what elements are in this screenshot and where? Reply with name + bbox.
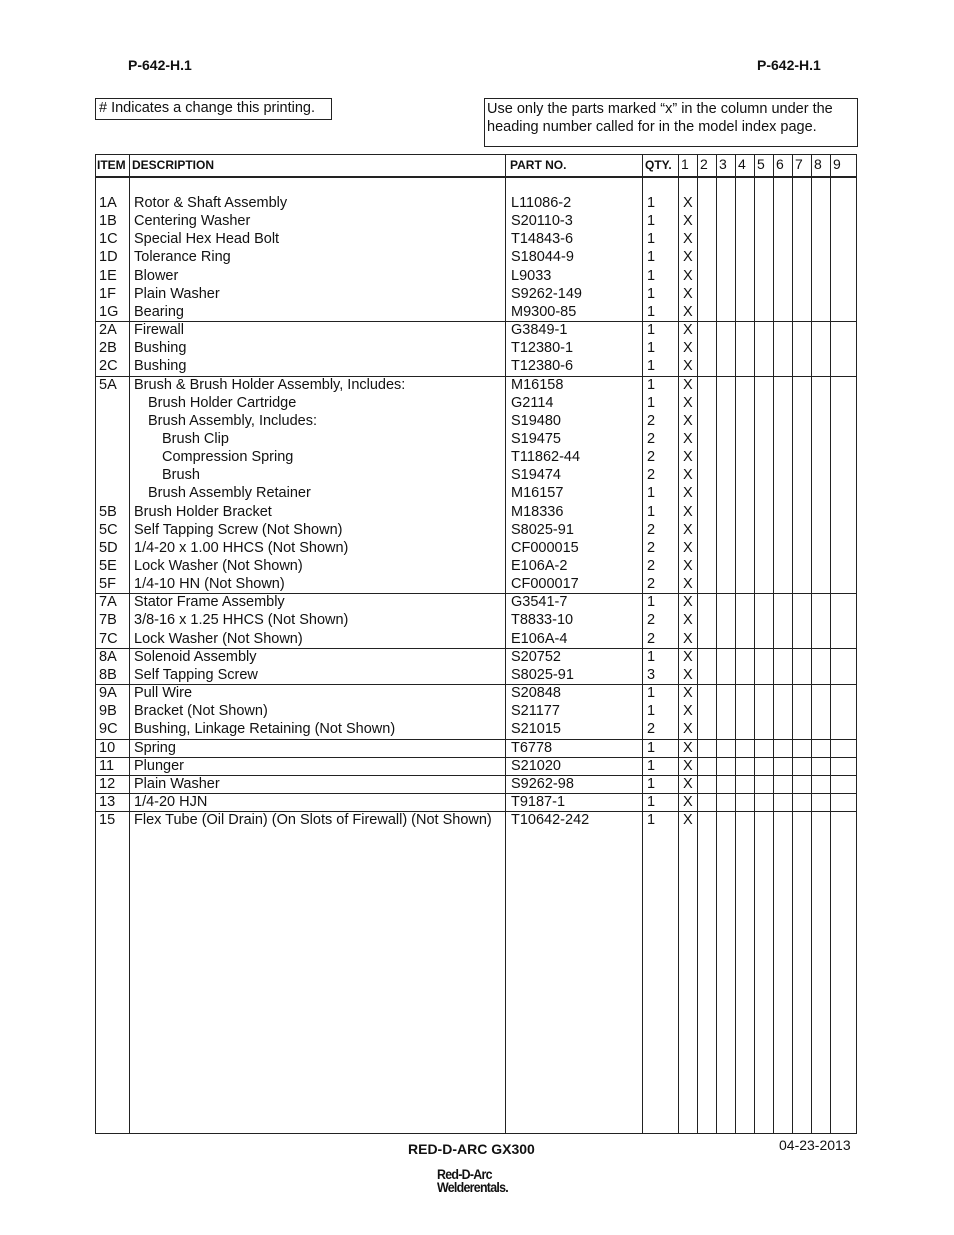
part-number: S19475 bbox=[511, 430, 561, 447]
model-1-mark: X bbox=[683, 376, 693, 393]
logo-line-1: Red-D-Arc bbox=[437, 1167, 492, 1182]
revision-date: 04-23-2013 bbox=[779, 1137, 851, 1153]
part-number: T6778 bbox=[511, 739, 553, 756]
header-model-7: 7 bbox=[795, 156, 803, 172]
table-row bbox=[96, 539, 856, 557]
page-code-right: P-642-H.1 bbox=[757, 57, 821, 73]
model-1-mark: X bbox=[683, 358, 693, 375]
table-row bbox=[96, 557, 856, 575]
part-number: S20752 bbox=[511, 648, 561, 665]
quantity: 1 bbox=[647, 739, 656, 756]
table-row bbox=[96, 248, 856, 266]
part-number: S9262-149 bbox=[511, 285, 582, 302]
table-header bbox=[96, 155, 856, 178]
table-row bbox=[96, 448, 856, 466]
model-1-mark: X bbox=[683, 303, 693, 320]
item-description: Brush & Brush Holder Assembly, Includes: bbox=[134, 376, 406, 393]
quantity: 1 bbox=[647, 249, 656, 266]
part-number: L9033 bbox=[511, 267, 552, 284]
item-description: Blower bbox=[134, 267, 179, 284]
model-1-mark: X bbox=[683, 322, 693, 339]
change-note: # Indicates a change this printing. bbox=[95, 98, 332, 120]
model-1-mark: X bbox=[683, 340, 693, 357]
model-1-mark: X bbox=[683, 630, 693, 647]
quantity: 2 bbox=[647, 412, 656, 429]
item-description: Firewall bbox=[134, 322, 184, 339]
model-1-mark: X bbox=[683, 558, 693, 574]
quantity: 1 bbox=[647, 376, 656, 393]
item-description: Spring bbox=[134, 739, 176, 756]
quantity: 1 bbox=[647, 812, 656, 829]
item-description: Rotor & Shaft Assembly bbox=[134, 195, 288, 211]
model-1-mark: X bbox=[683, 449, 693, 466]
quantity: 1 bbox=[647, 267, 656, 284]
item-number: 10 bbox=[99, 739, 116, 756]
model-title: RED-D-ARC GX300 bbox=[408, 1141, 535, 1157]
model-1-mark: X bbox=[683, 467, 693, 484]
item-number: 5E bbox=[99, 558, 117, 574]
header-description: DESCRIPTION bbox=[132, 158, 215, 172]
item-number: 1B bbox=[99, 213, 117, 230]
part-number: S19480 bbox=[511, 412, 561, 429]
item-number: 13 bbox=[99, 793, 116, 810]
quantity: 1 bbox=[647, 394, 656, 411]
part-number: T9187-1 bbox=[511, 793, 566, 810]
model-1-mark: X bbox=[683, 757, 693, 774]
item-description: Compression Spring bbox=[162, 449, 294, 466]
table-row bbox=[96, 194, 856, 212]
model-1-mark: X bbox=[683, 594, 693, 611]
item-number: 8B bbox=[99, 666, 117, 683]
model-1-mark: X bbox=[683, 666, 693, 683]
item-number: 9A bbox=[99, 685, 117, 702]
table-row bbox=[96, 230, 856, 248]
item-description: Stator Frame Assembly bbox=[134, 594, 285, 611]
parts-table bbox=[95, 154, 857, 1134]
table-row bbox=[96, 593, 856, 611]
item-description: Self Tapping Screw (Not Shown) bbox=[134, 521, 343, 538]
table-row bbox=[96, 630, 856, 649]
table-row bbox=[96, 484, 856, 502]
item-description: Flex Tube (Oil Drain) (On Slots of Firewall) (Not Shown) bbox=[134, 812, 492, 829]
item-number: 5A bbox=[99, 376, 117, 393]
item-number: 2A bbox=[99, 322, 117, 339]
header-part-no: PART NO. bbox=[510, 158, 567, 172]
quantity: 1 bbox=[647, 231, 656, 248]
table-row bbox=[96, 376, 856, 394]
part-number: T10642-242 bbox=[511, 812, 590, 829]
table-row bbox=[96, 793, 856, 812]
table-row bbox=[96, 757, 856, 776]
item-description: 1/4-20 HJN bbox=[134, 793, 208, 810]
table-row bbox=[96, 321, 856, 339]
model-1-mark: X bbox=[683, 195, 693, 211]
model-1-mark: X bbox=[683, 394, 693, 411]
item-number: 9C bbox=[99, 721, 118, 738]
model-1-mark: X bbox=[683, 267, 693, 284]
table-row bbox=[96, 648, 856, 666]
quantity: 1 bbox=[647, 594, 656, 611]
table-row bbox=[96, 775, 856, 794]
item-number: 5C bbox=[99, 521, 118, 538]
part-number: T11862-44 bbox=[511, 449, 581, 466]
table-row bbox=[96, 357, 856, 376]
item-number: 7C bbox=[99, 630, 118, 647]
model-1-mark: X bbox=[683, 793, 693, 810]
item-number: 1G bbox=[99, 303, 119, 320]
model-1-mark: X bbox=[683, 539, 693, 556]
header-model-9: 9 bbox=[833, 156, 841, 172]
item-number: 15 bbox=[99, 812, 116, 829]
quantity: 2 bbox=[647, 721, 656, 738]
table-row bbox=[96, 466, 856, 484]
quantity: 2 bbox=[647, 521, 656, 538]
item-number: 7B bbox=[99, 612, 117, 629]
table-row bbox=[96, 212, 856, 230]
item-description: Plain Washer bbox=[134, 285, 220, 302]
part-number: S20848 bbox=[511, 685, 561, 702]
table-row bbox=[96, 430, 856, 448]
quantity: 2 bbox=[647, 449, 656, 466]
quantity: 1 bbox=[647, 685, 656, 702]
item-description: Brush Holder Cartridge bbox=[148, 394, 297, 411]
quantity: 1 bbox=[647, 285, 656, 302]
item-description: 1/4-20 x 1.00 HHCS (Not Shown) bbox=[134, 539, 349, 556]
item-description: Brush Clip bbox=[162, 430, 229, 447]
item-description: Bushing bbox=[134, 340, 187, 357]
item-description: Solenoid Assembly bbox=[134, 648, 257, 665]
item-description: Self Tapping Screw bbox=[134, 666, 258, 683]
model-1-mark: X bbox=[683, 648, 693, 665]
part-number: S18044-9 bbox=[511, 249, 574, 266]
model-1-mark: X bbox=[683, 576, 693, 593]
quantity: 2 bbox=[647, 539, 656, 556]
part-number: E106A-4 bbox=[511, 630, 568, 647]
red-d-arc-logo bbox=[437, 1168, 527, 1194]
part-number: S9262-98 bbox=[511, 775, 574, 792]
usage-note: Use only the parts marked “x” in the column under the heading number called for in the model index page. bbox=[484, 98, 858, 147]
item-number: 8A bbox=[99, 648, 117, 665]
part-number: M16158 bbox=[511, 376, 564, 393]
quantity: 2 bbox=[647, 430, 656, 447]
part-number: T14843-6 bbox=[511, 231, 574, 248]
item-description: Brush Holder Bracket bbox=[134, 503, 272, 520]
quantity: 1 bbox=[647, 322, 656, 339]
part-number: CF000015 bbox=[511, 539, 579, 556]
item-number: 12 bbox=[99, 775, 116, 792]
header-qty: QTY. bbox=[645, 158, 672, 172]
part-number: S21020 bbox=[511, 757, 561, 774]
part-number: M9300-85 bbox=[511, 303, 577, 320]
quantity: 2 bbox=[647, 467, 656, 484]
table-row bbox=[96, 702, 856, 720]
item-description: Centering Washer bbox=[134, 213, 251, 230]
table-row bbox=[96, 285, 856, 303]
item-number: 2C bbox=[99, 358, 118, 375]
item-description: Bushing, Linkage Retaining (Not Shown) bbox=[134, 721, 396, 738]
part-number: G3849-1 bbox=[511, 322, 568, 339]
part-number: S20110-3 bbox=[511, 213, 573, 230]
item-number: 1F bbox=[99, 285, 116, 302]
part-number: S8025-91 bbox=[511, 521, 574, 538]
header-model-6: 6 bbox=[776, 156, 784, 172]
item-description: Special Hex Head Bolt bbox=[134, 231, 280, 248]
part-number: L11086-2 bbox=[511, 195, 572, 211]
item-description: 1/4-10 HN (Not Shown) bbox=[134, 576, 285, 593]
model-1-mark: X bbox=[683, 812, 693, 829]
header-model-5: 5 bbox=[757, 156, 765, 172]
table-row bbox=[96, 575, 856, 594]
table-row bbox=[96, 303, 856, 322]
part-number: M18336 bbox=[511, 503, 564, 520]
model-1-mark: X bbox=[683, 775, 693, 792]
table-row bbox=[96, 684, 856, 702]
table-row bbox=[96, 521, 856, 539]
quantity: 1 bbox=[647, 303, 656, 320]
part-number: T12380-1 bbox=[511, 340, 574, 357]
item-description: Plunger bbox=[134, 757, 184, 774]
model-1-mark: X bbox=[683, 485, 693, 502]
header-model-4: 4 bbox=[738, 156, 746, 172]
model-1-mark: X bbox=[683, 231, 693, 248]
part-number: CF000017 bbox=[511, 576, 579, 593]
model-1-mark: X bbox=[683, 721, 693, 738]
quantity: 1 bbox=[647, 775, 656, 792]
quantity: 1 bbox=[647, 340, 656, 357]
model-1-mark: X bbox=[683, 430, 693, 447]
item-description: Bearing bbox=[134, 303, 184, 320]
page-code-left: P-642-H.1 bbox=[128, 57, 192, 73]
item-description: Lock Washer (Not Shown) bbox=[134, 630, 303, 647]
part-number: T8833-10 bbox=[511, 612, 574, 629]
part-number: S8025-91 bbox=[511, 666, 574, 683]
part-number: S19474 bbox=[511, 467, 561, 484]
item-description: Brush Assembly Retainer bbox=[148, 485, 311, 502]
item-number: 2B bbox=[99, 340, 117, 357]
model-1-mark: X bbox=[683, 285, 693, 302]
item-number: 5B bbox=[99, 503, 117, 520]
quantity: 1 bbox=[647, 503, 656, 520]
header-model-8: 8 bbox=[814, 156, 822, 172]
item-description: Plain Washer bbox=[134, 775, 220, 792]
part-number: S21177 bbox=[511, 703, 560, 720]
table-row bbox=[96, 267, 856, 285]
item-description: Bracket (Not Shown) bbox=[134, 703, 268, 720]
item-number: 5F bbox=[99, 576, 116, 593]
model-1-mark: X bbox=[683, 503, 693, 520]
item-number: 11 bbox=[99, 757, 115, 774]
header-model-2: 2 bbox=[700, 156, 708, 172]
part-number: T12380-6 bbox=[511, 358, 574, 375]
model-1-mark: X bbox=[683, 703, 693, 720]
model-1-mark: X bbox=[683, 685, 693, 702]
quantity: 1 bbox=[647, 213, 656, 230]
table-row bbox=[96, 503, 856, 521]
item-number: 1D bbox=[99, 249, 118, 266]
logo-line-2: Welderentals. bbox=[437, 1180, 508, 1195]
quantity: 1 bbox=[647, 793, 656, 810]
part-number: M16157 bbox=[511, 485, 564, 502]
quantity: 2 bbox=[647, 612, 656, 629]
item-number: 7A bbox=[99, 594, 117, 611]
item-description: Brush bbox=[162, 467, 200, 484]
table-row bbox=[96, 394, 856, 412]
quantity: 2 bbox=[647, 630, 656, 647]
item-description: Pull Wire bbox=[134, 685, 193, 702]
header-model-1: 1 bbox=[681, 156, 689, 172]
quantity: 3 bbox=[647, 666, 656, 683]
quantity: 2 bbox=[647, 576, 656, 593]
part-number: G2114 bbox=[511, 394, 554, 411]
header-item: ITEM bbox=[97, 158, 126, 172]
model-1-mark: X bbox=[683, 412, 693, 429]
table-row bbox=[96, 720, 856, 739]
part-number: S21015 bbox=[511, 721, 561, 738]
table-row bbox=[96, 739, 856, 758]
model-1-mark: X bbox=[683, 213, 693, 230]
table-row bbox=[96, 811, 856, 829]
item-description: Lock Washer (Not Shown) bbox=[134, 558, 303, 574]
quantity: 1 bbox=[647, 485, 656, 502]
quantity: 1 bbox=[647, 195, 656, 211]
table-row bbox=[96, 666, 856, 685]
quantity: 1 bbox=[647, 358, 656, 375]
table-row bbox=[96, 611, 856, 629]
item-number: 1A bbox=[99, 195, 117, 211]
model-1-mark: X bbox=[683, 739, 693, 756]
table-row bbox=[96, 412, 856, 430]
item-number: 1E bbox=[99, 267, 117, 284]
model-1-mark: X bbox=[683, 612, 693, 629]
part-number: E106A-2 bbox=[511, 558, 568, 574]
quantity: 1 bbox=[647, 648, 656, 665]
item-description: Bushing bbox=[134, 358, 187, 375]
item-number: 1C bbox=[99, 231, 118, 248]
quantity: 1 bbox=[647, 703, 656, 720]
model-1-mark: X bbox=[683, 521, 693, 538]
item-number: 9B bbox=[99, 703, 117, 720]
item-description: Brush Assembly, Includes: bbox=[148, 412, 317, 429]
quantity: 2 bbox=[647, 558, 656, 574]
part-number: G3541-7 bbox=[511, 594, 568, 611]
table-row bbox=[96, 339, 856, 357]
header-model-3: 3 bbox=[719, 156, 727, 172]
item-number: 5D bbox=[99, 539, 118, 556]
model-1-mark: X bbox=[683, 249, 693, 266]
item-description: 3/8-16 x 1.25 HHCS (Not Shown) bbox=[134, 612, 349, 629]
quantity: 1 bbox=[647, 757, 656, 774]
item-description: Tolerance Ring bbox=[134, 249, 231, 266]
